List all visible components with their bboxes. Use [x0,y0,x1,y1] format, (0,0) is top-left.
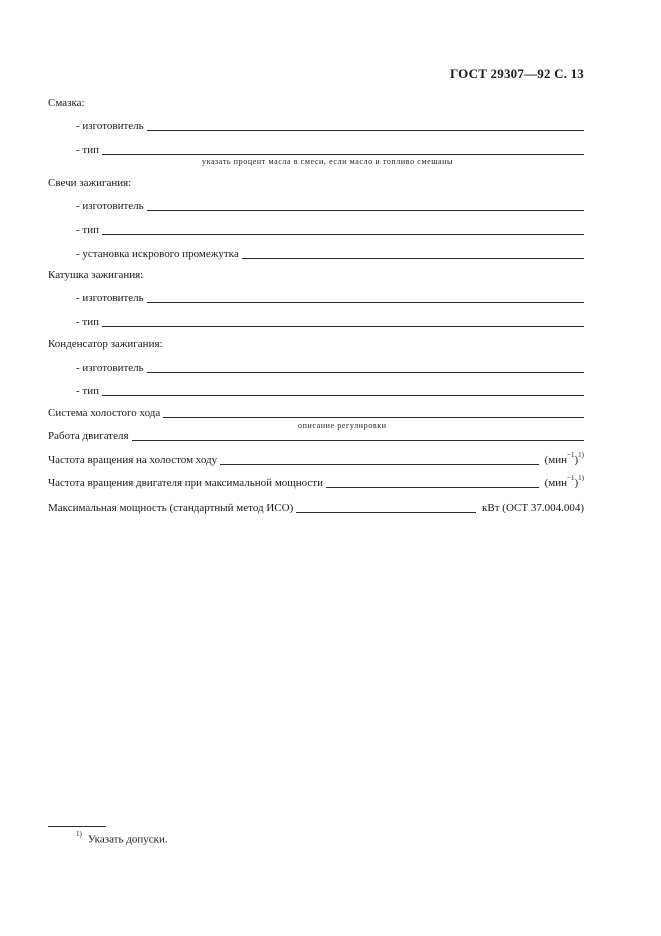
spark-plugs-manufacturer-field[interactable] [147,209,584,211]
footnote-divider [48,826,106,827]
ignition-capacitor-manufacturer-row [76,361,584,375]
ignition-coil-type-field[interactable] [102,325,584,327]
engine-operation-row [48,429,584,443]
spark-gap-row [76,247,584,261]
max-power-speed-label: Частота вращения двигателя при максимальной мощности [48,477,323,489]
ignition-coil-manufacturer-label: - изготовитель [76,292,144,304]
idle-system-field[interactable] [163,416,584,418]
spark-plugs-type-label: - тип [76,224,99,236]
max-power-label: Максимальная мощность (стандартный метод ИСО) [48,502,294,514]
max-power-speed-field[interactable] [326,486,539,488]
ignition-coil-type-row [76,315,584,329]
lubricant-type-label: - тип [76,144,99,156]
engine-operation-label: Работа двигателя [48,430,129,442]
ignition-capacitor-type-row [76,384,584,398]
ignition-coil-manufacturer-row [76,291,584,305]
footnote-marker: 1) [76,830,82,838]
page-header: ГОСТ 29307—92 С. 13 [450,66,584,81]
spark-plugs-type-row [76,223,584,237]
lubricant-manufacturer-row [76,119,584,133]
max-power-unit: кВт (ОСТ 37.004.004) [482,502,584,514]
ignition-coil-heading: Катушка зажигания: [48,269,144,281]
idle-speed-field[interactable] [220,463,538,465]
lubricant-type-row [76,143,584,157]
max-power-speed-unit: $(мин^{-1})^{1)}$ [544,474,584,489]
idle-speed-footnote-ref: 1) [578,451,584,460]
lubricant-manufacturer-field[interactable] [147,129,584,131]
idle-speed-label: Частота вращения на холостом ходу [48,454,218,466]
spark-gap-label: - установка искрового промежутка [76,248,239,260]
spark-plugs-type-field[interactable] [102,233,584,235]
max-power-speed-footnote-ref: 1) [578,474,584,483]
max-power-field[interactable] [296,511,476,513]
footnote-text: Указать допуски. [87,833,168,846]
lubricant-type-field[interactable] [102,153,584,155]
max-power-row [48,501,584,515]
max-power-speed-row [48,476,584,490]
ignition-coil-type-label: - тип [76,316,99,328]
ignition-capacitor-manufacturer-label: - изготовитель [76,362,144,374]
spark-plugs-manufacturer-row [76,199,584,213]
ignition-capacitor-type-label: - тип [76,385,99,397]
ignition-coil-manufacturer-field[interactable] [147,301,584,303]
footnote [76,832,168,846]
idle-speed-unit: $(мин^{-1})^{1)}$ [544,451,584,466]
ignition-capacitor-heading: Конденсатор зажигания: [48,338,163,350]
lubricant-type-caption: указать процент масла в смеси, если масло и топливо смешаны [202,157,454,166]
ignition-capacitor-manufacturer-field[interactable] [147,371,584,373]
lubricant-manufacturer-label: - изготовитель [76,120,144,132]
engine-operation-field[interactable] [132,439,584,441]
spark-gap-field[interactable] [242,257,584,259]
idle-system-label: Система холостого хода [48,407,161,419]
lubricant-heading: Смазка: [48,97,85,109]
spark-plugs-heading: Свечи зажигания: [48,177,132,189]
ignition-capacitor-type-field[interactable] [102,394,584,396]
idle-speed-row [48,453,584,467]
idle-system-row [48,406,584,420]
spark-plugs-manufacturer-label: - изготовитель [76,200,144,212]
idle-system-caption: описание регулировки [298,421,387,430]
